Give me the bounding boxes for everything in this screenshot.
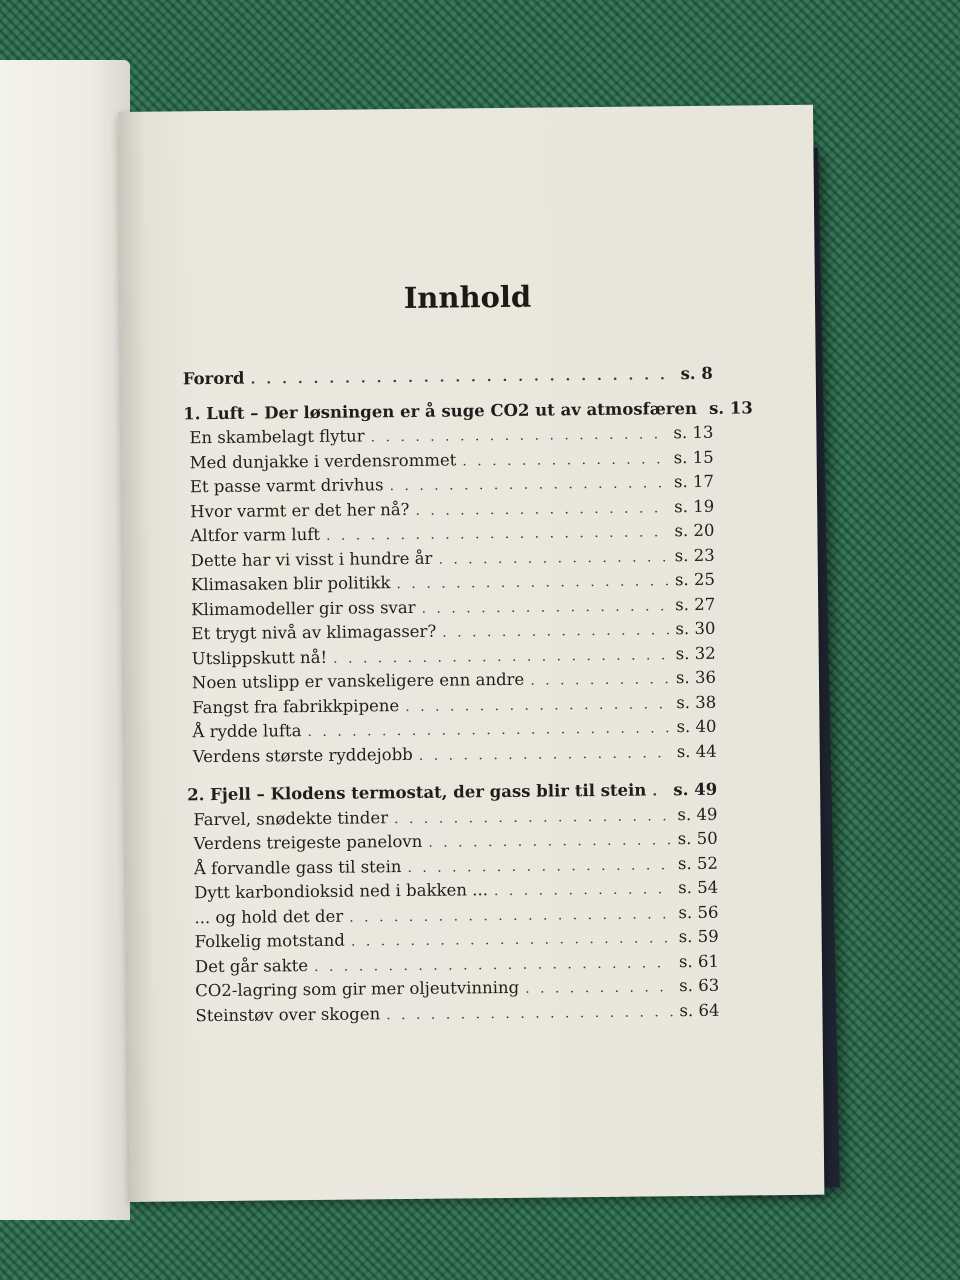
entry-title: Det går sakte xyxy=(194,955,309,976)
entry-title: CO2-lagring som gir mer oljeutvinning xyxy=(195,977,520,1001)
entry-title: Folkelig motstand xyxy=(194,930,346,952)
entry-page: s. 15 xyxy=(673,447,714,467)
leader-dots xyxy=(415,500,668,519)
entry-title: Steinstøv over skogen xyxy=(195,1003,381,1025)
leader-dots xyxy=(421,598,669,617)
leader-dots xyxy=(394,808,672,827)
entry-title: Altfor varm luft xyxy=(190,524,321,546)
entry-page: s. 63 xyxy=(679,975,720,996)
entry-title: Å forvandle gass til stein xyxy=(193,856,402,878)
entry-page: s. 20 xyxy=(674,520,715,541)
entry-title: Forord xyxy=(182,368,245,389)
entry-title: Et passe varmt drivhus xyxy=(189,475,384,497)
entry-title: Fangst fra fabrikkpipene xyxy=(192,695,400,717)
right-page xyxy=(118,105,824,1202)
entry-title: Et trygt nivå av klimagasser? xyxy=(191,621,437,644)
entry-page: s. 54 xyxy=(678,877,719,898)
entry-page: s. 19 xyxy=(674,496,715,516)
entry-title: Verdens treigeste panelovn xyxy=(193,831,423,854)
leader-dots xyxy=(494,881,672,899)
leader-dots xyxy=(438,549,668,567)
entry-title: Farvel, snødekte tinder xyxy=(193,807,389,829)
entry-page: s. 40 xyxy=(676,716,717,737)
entry-page: s. 23 xyxy=(674,545,715,565)
entry-page: s. 25 xyxy=(674,569,716,590)
leader-dots xyxy=(419,745,671,764)
entry-page: s. 56 xyxy=(678,902,719,922)
leader-dots xyxy=(371,426,668,445)
leader-dots xyxy=(333,647,670,667)
leader-dots xyxy=(530,671,670,688)
chapter-page: s. 13 xyxy=(708,397,753,418)
leader-dots xyxy=(462,451,668,469)
entry-title: Utslippskutt nå! xyxy=(191,647,328,668)
entry-page: s. 52 xyxy=(677,853,718,873)
entry-title: Med dunjakke i verdensrommet xyxy=(189,449,457,472)
leader-dots xyxy=(405,696,670,715)
entry-page: s. 44 xyxy=(676,741,717,761)
leader-dots xyxy=(652,783,667,799)
chapter-title: 2. Fjell – Klodens termostat, der gass blir til stein xyxy=(187,780,647,805)
page-title: Innhold xyxy=(403,279,532,316)
entry-title: Å rydde lufta xyxy=(192,721,302,742)
entry-page: s. 64 xyxy=(679,1000,720,1020)
entry-title: Verdens største ryddejobb xyxy=(192,744,413,766)
entry-page: s. 36 xyxy=(675,667,717,688)
leader-dots xyxy=(386,1004,673,1023)
entry-title: Hvor varmt er det her nå? xyxy=(190,499,410,521)
leader-dots xyxy=(326,524,669,544)
chapter-title: 1. Luft – Der løsningen er å suge CO2 ut av atmosfæren xyxy=(183,398,698,423)
leader-dots xyxy=(442,622,669,640)
entry-page: s. 49 xyxy=(677,804,718,824)
left-page xyxy=(0,60,130,1220)
leader-dots xyxy=(351,930,673,949)
leader-dots xyxy=(396,573,669,592)
leader-dots xyxy=(428,832,672,851)
entry-title: Klimamodeller gir oss svar xyxy=(191,597,416,619)
leader-dots xyxy=(389,475,668,494)
entry-title: En skambelagt flytur xyxy=(189,426,365,448)
entry-page: s. 8 xyxy=(680,363,713,384)
entry-page: s. 17 xyxy=(673,471,714,492)
entry-title: Klimasaken blir politikk xyxy=(190,573,391,595)
entry-title: Noen utslipp er vanskeligere enn andre xyxy=(191,669,525,693)
entry-title: Dette har vi visst i hundre år xyxy=(190,548,433,570)
leader-dots xyxy=(407,857,672,876)
entry-page: s. 32 xyxy=(675,643,716,663)
entry-title: Dytt karbondioksid ned i bakken ... xyxy=(194,880,488,903)
leader-dots xyxy=(314,955,673,975)
chapter-page: s. 49 xyxy=(673,779,718,800)
table-of-contents xyxy=(182,363,753,1031)
toc-entry xyxy=(189,1000,719,1030)
leader-dots xyxy=(307,720,670,740)
entry-page: s. 61 xyxy=(678,951,720,971)
leader-dots xyxy=(525,979,673,997)
entry-page: s. 27 xyxy=(675,594,716,614)
leader-dots xyxy=(349,906,672,925)
entry-page: s. 13 xyxy=(673,422,714,443)
entry-page: s. 59 xyxy=(678,926,719,947)
leader-dots xyxy=(250,367,674,387)
entry-title: ... og hold det der xyxy=(194,906,344,927)
entry-page: s. 30 xyxy=(675,618,716,639)
entry-page: s. 50 xyxy=(677,828,718,849)
entry-page: s. 38 xyxy=(676,692,717,712)
